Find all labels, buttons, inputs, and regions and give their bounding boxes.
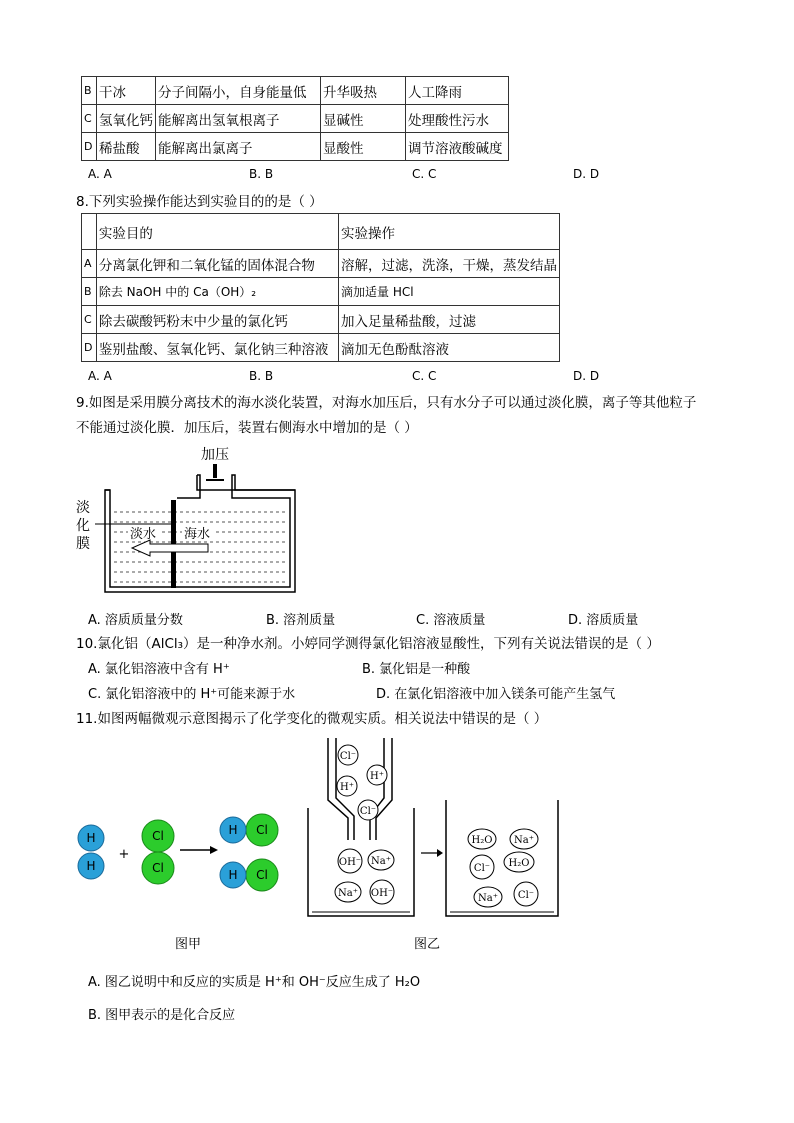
q8-option-a[interactable]: A. A (88, 369, 112, 383)
q9-option-d[interactable]: D. 溶质质量 (568, 613, 639, 628)
q8-option-c[interactable]: C. C (412, 369, 437, 383)
q10-option-c[interactable]: C. 氯化铝溶液中的 H⁺可能来源于水 (88, 687, 296, 702)
q8-option-b[interactable]: B. B (249, 369, 274, 383)
figure-b (300, 738, 565, 920)
row-label: D (82, 334, 97, 362)
row-label: A (82, 250, 97, 278)
q7-table (81, 76, 509, 161)
substance-property: 能解离出氢氧根离子 (156, 105, 321, 133)
svg-text:Cl⁻: Cl⁻ (473, 863, 491, 874)
row-label: C (82, 105, 97, 133)
q7-option-b[interactable]: B. B (249, 167, 274, 181)
svg-text:H: H (86, 831, 96, 845)
membrane-label: 淡 (76, 500, 90, 516)
row-label: D (82, 133, 97, 161)
table-row (82, 77, 509, 105)
q9-stem-line2: 不能通过淡化膜．加压后，装置右侧海水中增加的是（ ） (76, 420, 418, 436)
figure-b-caption: 图乙 (414, 937, 441, 952)
experiment-goal: 鉴别盐酸、氢氧化钙、氯化钠三种溶液 (96, 334, 338, 362)
svg-text:Cl: Cl (152, 829, 164, 843)
q9-option-a[interactable]: A. 溶质质量分数 (88, 613, 183, 628)
experiment-goal: 除去碳酸钙粉末中少量的氯化钙 (96, 306, 338, 334)
header-operation: 实验操作 (339, 214, 560, 250)
q8-table (81, 213, 560, 362)
header-goal: 实验目的 (96, 214, 338, 250)
svg-text:Cl: Cl (256, 823, 268, 837)
svg-text:OH⁻: OH⁻ (338, 857, 362, 868)
row-label: B (82, 278, 97, 306)
figure-a-caption: 图甲 (175, 937, 202, 952)
q9-stem-line1: 9.如图是采用膜分离技术的海水淡化装置，对海水加压后，只有水分子可以通过淡化膜，离子等其他粒子 (76, 395, 697, 411)
svg-text:Na⁺: Na⁺ (338, 888, 358, 899)
experiment-operation: 溶解，过滤，洗涤，干燥，蒸发结晶 (339, 250, 560, 278)
desalination-figure (70, 440, 330, 600)
row-label (82, 214, 97, 250)
row-label: B (82, 77, 97, 105)
table-row (82, 334, 560, 362)
svg-text:H: H (86, 859, 96, 873)
svg-text:化: 化 (76, 518, 90, 534)
svg-text:Na⁺: Na⁺ (478, 893, 498, 904)
q7-option-c[interactable]: C. C (412, 167, 437, 181)
experiment-operation: 加入足量稀盐酸，过滤 (339, 306, 560, 334)
substance-property: 分子间隔小，自身能量低 (156, 77, 321, 105)
q8-option-d[interactable]: D. D (573, 369, 600, 383)
svg-text:Cl: Cl (152, 861, 164, 875)
svg-text:Cl: Cl (256, 868, 268, 882)
q9-option-c[interactable]: C. 溶液质量 (416, 613, 486, 628)
svg-text:H⁺: H⁺ (340, 782, 354, 793)
substance-name: 干冰 (97, 77, 156, 105)
substance-property: 能解离出氯离子 (156, 133, 321, 161)
svg-text:Cl⁻: Cl⁻ (517, 890, 535, 901)
q11-option-a[interactable]: A. 图乙说明中和反应的实质是 H⁺和 OH⁻反应生成了 H₂O (88, 975, 421, 990)
substance-feature: 显碱性 (321, 105, 406, 133)
pressure-label: 加压 (201, 447, 229, 463)
q10-option-b[interactable]: B. 氯化铝是一种酸 (362, 662, 471, 677)
table-row (82, 306, 560, 334)
substance-feature: 显酸性 (321, 133, 406, 161)
substance-use: 处理酸性污水 (406, 105, 509, 133)
svg-text:H⁺: H⁺ (370, 771, 384, 782)
q10-stem: 10.氯化铝（AlCl₃）是一种净水剂。小婷同学测得氯化铝溶液显酸性，下列有关说法错误的是（ ） (76, 636, 660, 652)
row-label: C (82, 306, 97, 334)
experiment-operation: 滴加适量 HCl (339, 278, 560, 306)
svg-text:OH⁻: OH⁻ (370, 888, 394, 899)
q10-option-d[interactable]: D. 在氯化铝溶液中加入镁条可能产生氢气 (376, 687, 616, 702)
experiment-operation: 滴加无色酚酞溶液 (339, 334, 560, 362)
experiment-goal: 除去 NaOH 中的 Ca（OH）₂ (96, 278, 338, 306)
q11-option-b[interactable]: B. 图甲表示的是化合反应 (88, 1008, 236, 1023)
substance-use: 调节溶液酸碱度 (406, 133, 509, 161)
plus-sign: + (118, 847, 130, 862)
svg-text:Na⁺: Na⁺ (514, 835, 534, 846)
substance-feature: 升华吸热 (321, 77, 406, 105)
sea-water-label: 海水 (184, 527, 211, 542)
table-row (82, 105, 509, 133)
q11-stem: 11.如图两幅微观示意图揭示了化学变化的微观实质。相关说法中错误的是（ ） (76, 711, 548, 727)
fresh-water-label: 淡水 (130, 527, 157, 542)
svg-text:H₂O: H₂O (471, 835, 493, 846)
q7-option-d[interactable]: D. D (573, 167, 600, 181)
svg-text:H: H (228, 823, 238, 837)
svg-text:Cl⁻: Cl⁻ (339, 751, 357, 762)
table-row (82, 278, 560, 306)
q7-option-a[interactable]: A. A (88, 167, 112, 181)
svg-text:H₂O: H₂O (508, 858, 530, 869)
table-header-row (82, 214, 560, 250)
q9-option-b[interactable]: B. 溶剂质量 (266, 613, 336, 628)
figure-a (70, 812, 290, 897)
q8-stem: 8.下列实验操作能达到实验目的的是（ ） (76, 194, 323, 210)
q10-option-a[interactable]: A. 氯化铝溶液中含有 H⁺ (88, 662, 230, 677)
substance-use: 人工降雨 (406, 77, 509, 105)
substance-name: 氢氧化钙 (97, 105, 156, 133)
svg-text:Cl⁻: Cl⁻ (359, 806, 377, 817)
svg-text:Na⁺: Na⁺ (371, 856, 391, 867)
svg-text:膜: 膜 (76, 536, 90, 552)
experiment-goal: 分离氯化钾和二氧化锰的固体混合物 (96, 250, 338, 278)
table-row (82, 250, 560, 278)
svg-text:H: H (228, 868, 238, 882)
table-row (82, 133, 509, 161)
substance-name: 稀盐酸 (97, 133, 156, 161)
